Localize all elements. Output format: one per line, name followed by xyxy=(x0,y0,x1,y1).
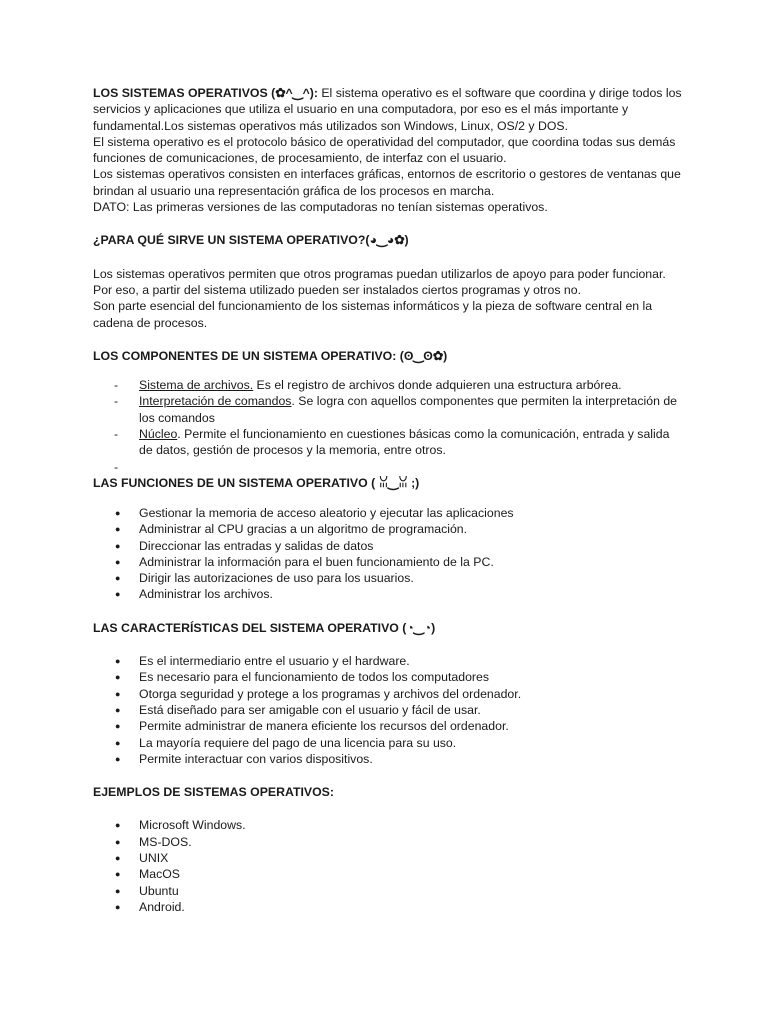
list-item: ● Microsoft Windows. xyxy=(115,818,246,833)
features-heading: LAS CARACTERÍSTICAS DEL SISTEMA OPERATIVO (◔‿◔) xyxy=(93,620,436,635)
document-content xyxy=(93,85,683,915)
purpose-heading: ¿PARA QUÉ SIRVE UN SISTEMA OPERATIVO?(◕‿◕✿) xyxy=(93,233,409,248)
intro-paragraph-2: El sistema operativo es el protocolo básico de operatividad del computador, que coordina todas sus demás funciones de comunicaciones, de procesamiento, de interfaz con el usuario. xyxy=(93,134,676,166)
functions-list xyxy=(93,505,683,603)
bullet-icon: ● xyxy=(115,589,121,600)
list-item: ● Otorga seguridad y protege a los programas y archivos del ordenador. xyxy=(115,686,522,701)
list-item: ● MacOS xyxy=(115,867,180,882)
list-item xyxy=(93,377,683,393)
list-item: ● Administrar la información para el buen funcionamiento de la PC. xyxy=(115,554,494,569)
bullet-icon: ● xyxy=(115,688,121,699)
examples-heading: EJEMPLOS DE SISTEMAS OPERATIVOS: xyxy=(93,785,334,800)
list-item: ● Permite interactuar con varios dispositivos. xyxy=(115,751,373,766)
components-heading: LOS COMPONENTES DE UN SISTEMA OPERATIVO: (ʘ‿ʘ✿) xyxy=(93,348,448,363)
list-item: ● Es necesario para el funcionamiento de todos los computadores xyxy=(115,670,489,685)
list-item: ● Está diseñado para ser amigable con el usuario y fácil de usar. xyxy=(115,702,481,717)
component-text: . Permite el funcionamiento en cuestiones básicas como la comunicación, entrada y salida de datos, gestión de procesos y la memoria, entre otros. xyxy=(139,427,670,458)
bullet-icon: ● xyxy=(115,820,121,831)
intro-title: LOS SISTEMAS OPERATIVOS (✿^‿^): xyxy=(93,86,318,100)
intro-paragraph xyxy=(93,85,683,134)
bullet-icon: ● xyxy=(115,656,121,667)
component-text: . Se logra con aquellos componentes que permiten la interpretación de los comandos xyxy=(139,394,677,425)
list-item: ● Ubuntu xyxy=(115,883,179,898)
list-item: ● Android. xyxy=(115,899,185,914)
purpose-paragraph-1: Los sistemas operativos permiten que otros programas puedan utilizarlos de apoyo para poder funcionar. xyxy=(93,266,666,281)
intro-text: El sistema operativo es el software que coordina y dirige todos los servicios y aplicaciones que utiliza el usuario en una computadora, por eso es el más importante y fundamental.Los sistemas operativos más utilizados son Windows, Linux, OS/2 y DOS. xyxy=(93,86,682,133)
list-item: ● MS-DOS. xyxy=(115,834,192,849)
bullet-icon: ● xyxy=(115,704,121,715)
list-item: ● Dirigir las autorizaciones de uso para los usuarios. xyxy=(115,571,414,586)
list-marker: - xyxy=(114,394,119,409)
bullet-icon: ● xyxy=(115,869,121,880)
list-item-empty xyxy=(93,459,683,475)
purpose-paragraph-3: Son parte esencial del funcionamiento de los sistemas informáticos y la pieza de software central en la cadena de procesos. xyxy=(93,299,653,330)
intro-paragraph-3: Los sistemas operativos consisten en interfaces gráficas, entornos de escritorio o gestores de ventanas que brindan al usuario una representación gráfica de los procesos en marcha. xyxy=(93,167,681,198)
component-term: Núcleo xyxy=(139,427,178,442)
list-item: ● Direccionar las entradas y salidas de datos xyxy=(115,538,374,553)
components-list xyxy=(93,377,683,474)
features-list xyxy=(93,653,683,767)
list-item xyxy=(93,393,683,426)
intro-fact: DATO: Las primeras versiones de las computadoras no tenían sistemas operativos. xyxy=(93,200,548,215)
bullet-icon: ● xyxy=(115,721,121,732)
list-marker: - xyxy=(114,427,119,442)
component-term: Interpretación de comandos xyxy=(139,394,292,409)
list-item: ● Gestionar la memoria de acceso aleatorio y ejecutar las aplicaciones xyxy=(115,505,514,520)
purpose-paragraph-2: Por eso, a partir del sistema utilizado pueden ser instalados ciertos programas y otros no. xyxy=(93,282,582,297)
bullet-icon: ● xyxy=(115,753,121,764)
bullet-icon: ● xyxy=(115,540,121,551)
bullet-icon: ● xyxy=(115,556,121,567)
list-marker: - xyxy=(114,378,119,393)
list-item: ● Administrar al CPU gracias a un algoritmo de programación. xyxy=(115,522,468,537)
list-item: ● UNIX xyxy=(115,850,169,865)
bullet-icon: ● xyxy=(115,524,121,535)
bullet-icon: ● xyxy=(115,507,121,518)
list-item: ● La mayoría requiere del pago de una licencia para su uso. xyxy=(115,735,457,750)
bullet-icon: ● xyxy=(115,852,121,863)
list-marker: - xyxy=(114,459,119,474)
list-item: ● Es el intermediario entre el usuario y el hardware. xyxy=(115,654,410,669)
bullet-icon: ● xyxy=(115,672,121,683)
list-item xyxy=(93,426,683,459)
examples-list xyxy=(93,817,683,915)
bullet-icon: ● xyxy=(115,573,121,584)
bullet-icon: ● xyxy=(115,836,121,847)
list-item: ● Permite administrar de manera eficiente los recursos del ordenador. xyxy=(115,719,509,734)
component-term: Sistema de archivos. xyxy=(139,378,254,393)
bullet-icon: ● xyxy=(115,901,121,912)
bullet-icon: ● xyxy=(115,737,121,748)
list-item: ● Administrar los archivos. xyxy=(115,587,273,602)
component-text: Es el registro de archivos donde adquieren una estructura arbórea. xyxy=(253,378,622,393)
functions-heading: LAS FUNCIONES DE UN SISTEMA OPERATIVO ( ꈍ‿ꈍ ;) xyxy=(93,475,420,490)
bullet-icon: ● xyxy=(115,885,121,896)
